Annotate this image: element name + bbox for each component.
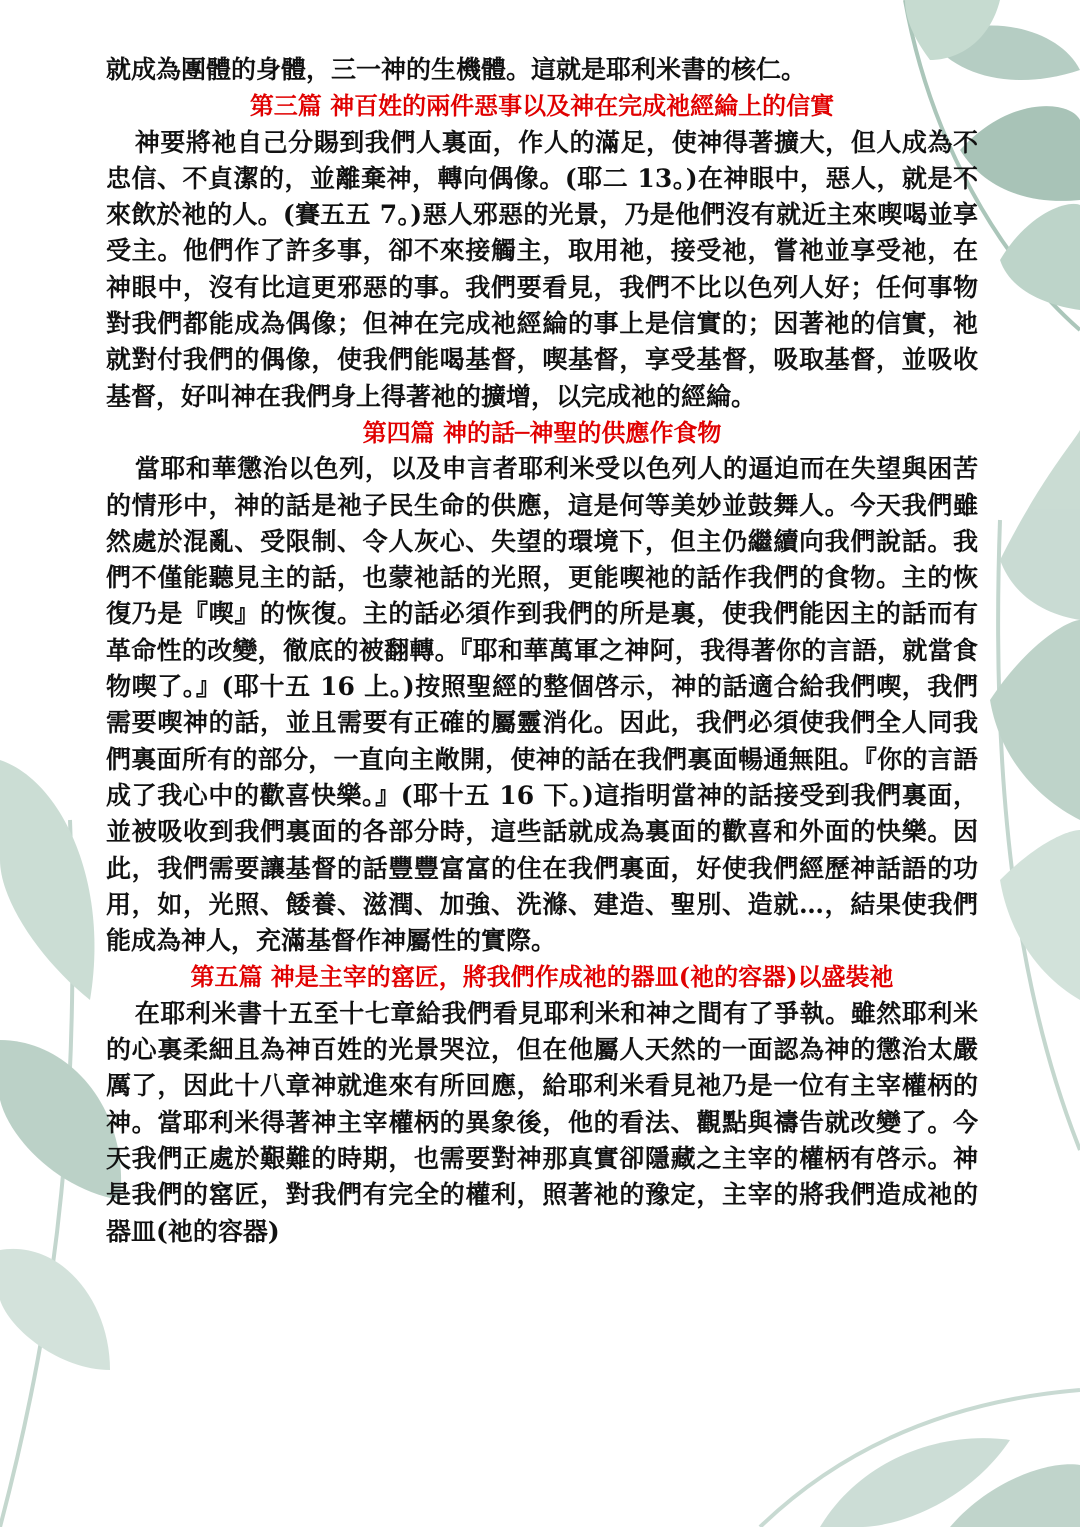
section-heading: 第四篇 神的話─神聖的供應作食物 [362,417,722,447]
section-heading: 第三篇 神百姓的兩件惡事以及神在完成祂經綸上的信實 [249,91,835,121]
leaf-cluster-right-middle [990,430,1080,1150]
section-heading: 第五篇 神是主宰的窰匠，將我們作成祂的器皿(祂的容器)以盛裝祂 [190,962,894,992]
continued-paragraph: 就成為團體的身體，三一神的生機體。這就是耶利米書的核仁。 [106,55,807,84]
leaf-cluster-bottom-right [760,1390,1080,1527]
leaf-cluster-left-bottom [0,760,121,1527]
body-paragraph: 在耶利米書十五至十七章給我們看見耶利米和神之間有了爭執。雖然耶利米的心裏柔細且為神百姓的光景哭泣，但在他屬人天然的一面認為神的懲治太嚴厲了，因此十八章神就進來有所回應，給耶利米看見祂乃是一位有主宰權柄的神。當耶利米得著神主宰權柄的異象後，他的看法、觀點與禱告就改變了。今天我們正處於艱難的時期，也需要對神那真實卻隱藏之主宰的權柄有啓示。神是我們的窰匠，對我們有完全的權利，照著祂的豫定，主宰的將我們造成祂的器皿(祂的容器) [106,998,978,1246]
body-paragraph: 當耶和華懲治以色列，以及申言者耶利米受以色列人的逼迫而在失望與困苦的情形中，神的話是祂子民生命的供應，這是何等美妙並鼓舞人。今天我們雖然處於混亂、受限制、令人灰心、失望的環境下，但主仍繼續向我們說話。我們不僅能聽見主的話，也蒙祂話的光照，更能喫祂的話作我們的食物。主的恢復乃是『喫』的恢復。主的話必須作到我們的所是裏，使我們能因主的話而有革命性的改變，徹底的被翻轉。『耶和華萬軍之神阿，我得著你的言語，就當食物喫了。』(耶十五 16 上。)按照聖經的整個啓示，神的話適合給我們喫，我們需要喫神的話，並且需要有正確的屬靈消化。因此，我們必須使我們全人同我們裏面所有的部分，一直向主敞開，使神的話在我們裏面暢通無阻。『你的言語成了我心中的歡喜快樂。』(耶十五 16 下。)這指明當神的話接受到我們裏面，並被吸收到我們裏面的各部分時，這些話就成為裏面的歡喜和外面的快樂。因此，我們需要讓基督的話豐豐富富的住在我們裏面，好使我們經歷神話語的功用，如，光照、餧養、滋潤、加強、洗滌、建造、聖別、造就…，結果使我們能成為神人，充滿基督作神屬性的實際。 [106,454,978,956]
body-paragraph: 神要將祂自己分賜到我們人裏面，作人的滿足，使神得著擴大，但人成為不忠信、不貞潔的，並離棄神，轉向偶像。(耶二 13。)在神眼中，惡人，就是不來飲於祂的人。(賽五五 7。)惡人邪惡的光景，乃是他們沒有就近主來喫喝並享受主。他們作了許多事，卻不來接觸主，取用祂，接受祂，嘗祂並享受祂，在神眼中，沒有比這更邪惡的事。我們要看見，我們不比以色列人好；任何事物對我們都能成為偶像；但神在完成祂經綸的事上是信實的；因著祂的信實，祂就對付我們的偶像，使我們能喝基督，喫基督，享受基督，吸取基督，並吸收基督，好叫神在我們身上得著祂的擴增，以完成祂的經綸。 [106,127,978,411]
document-body [106,52,978,1250]
